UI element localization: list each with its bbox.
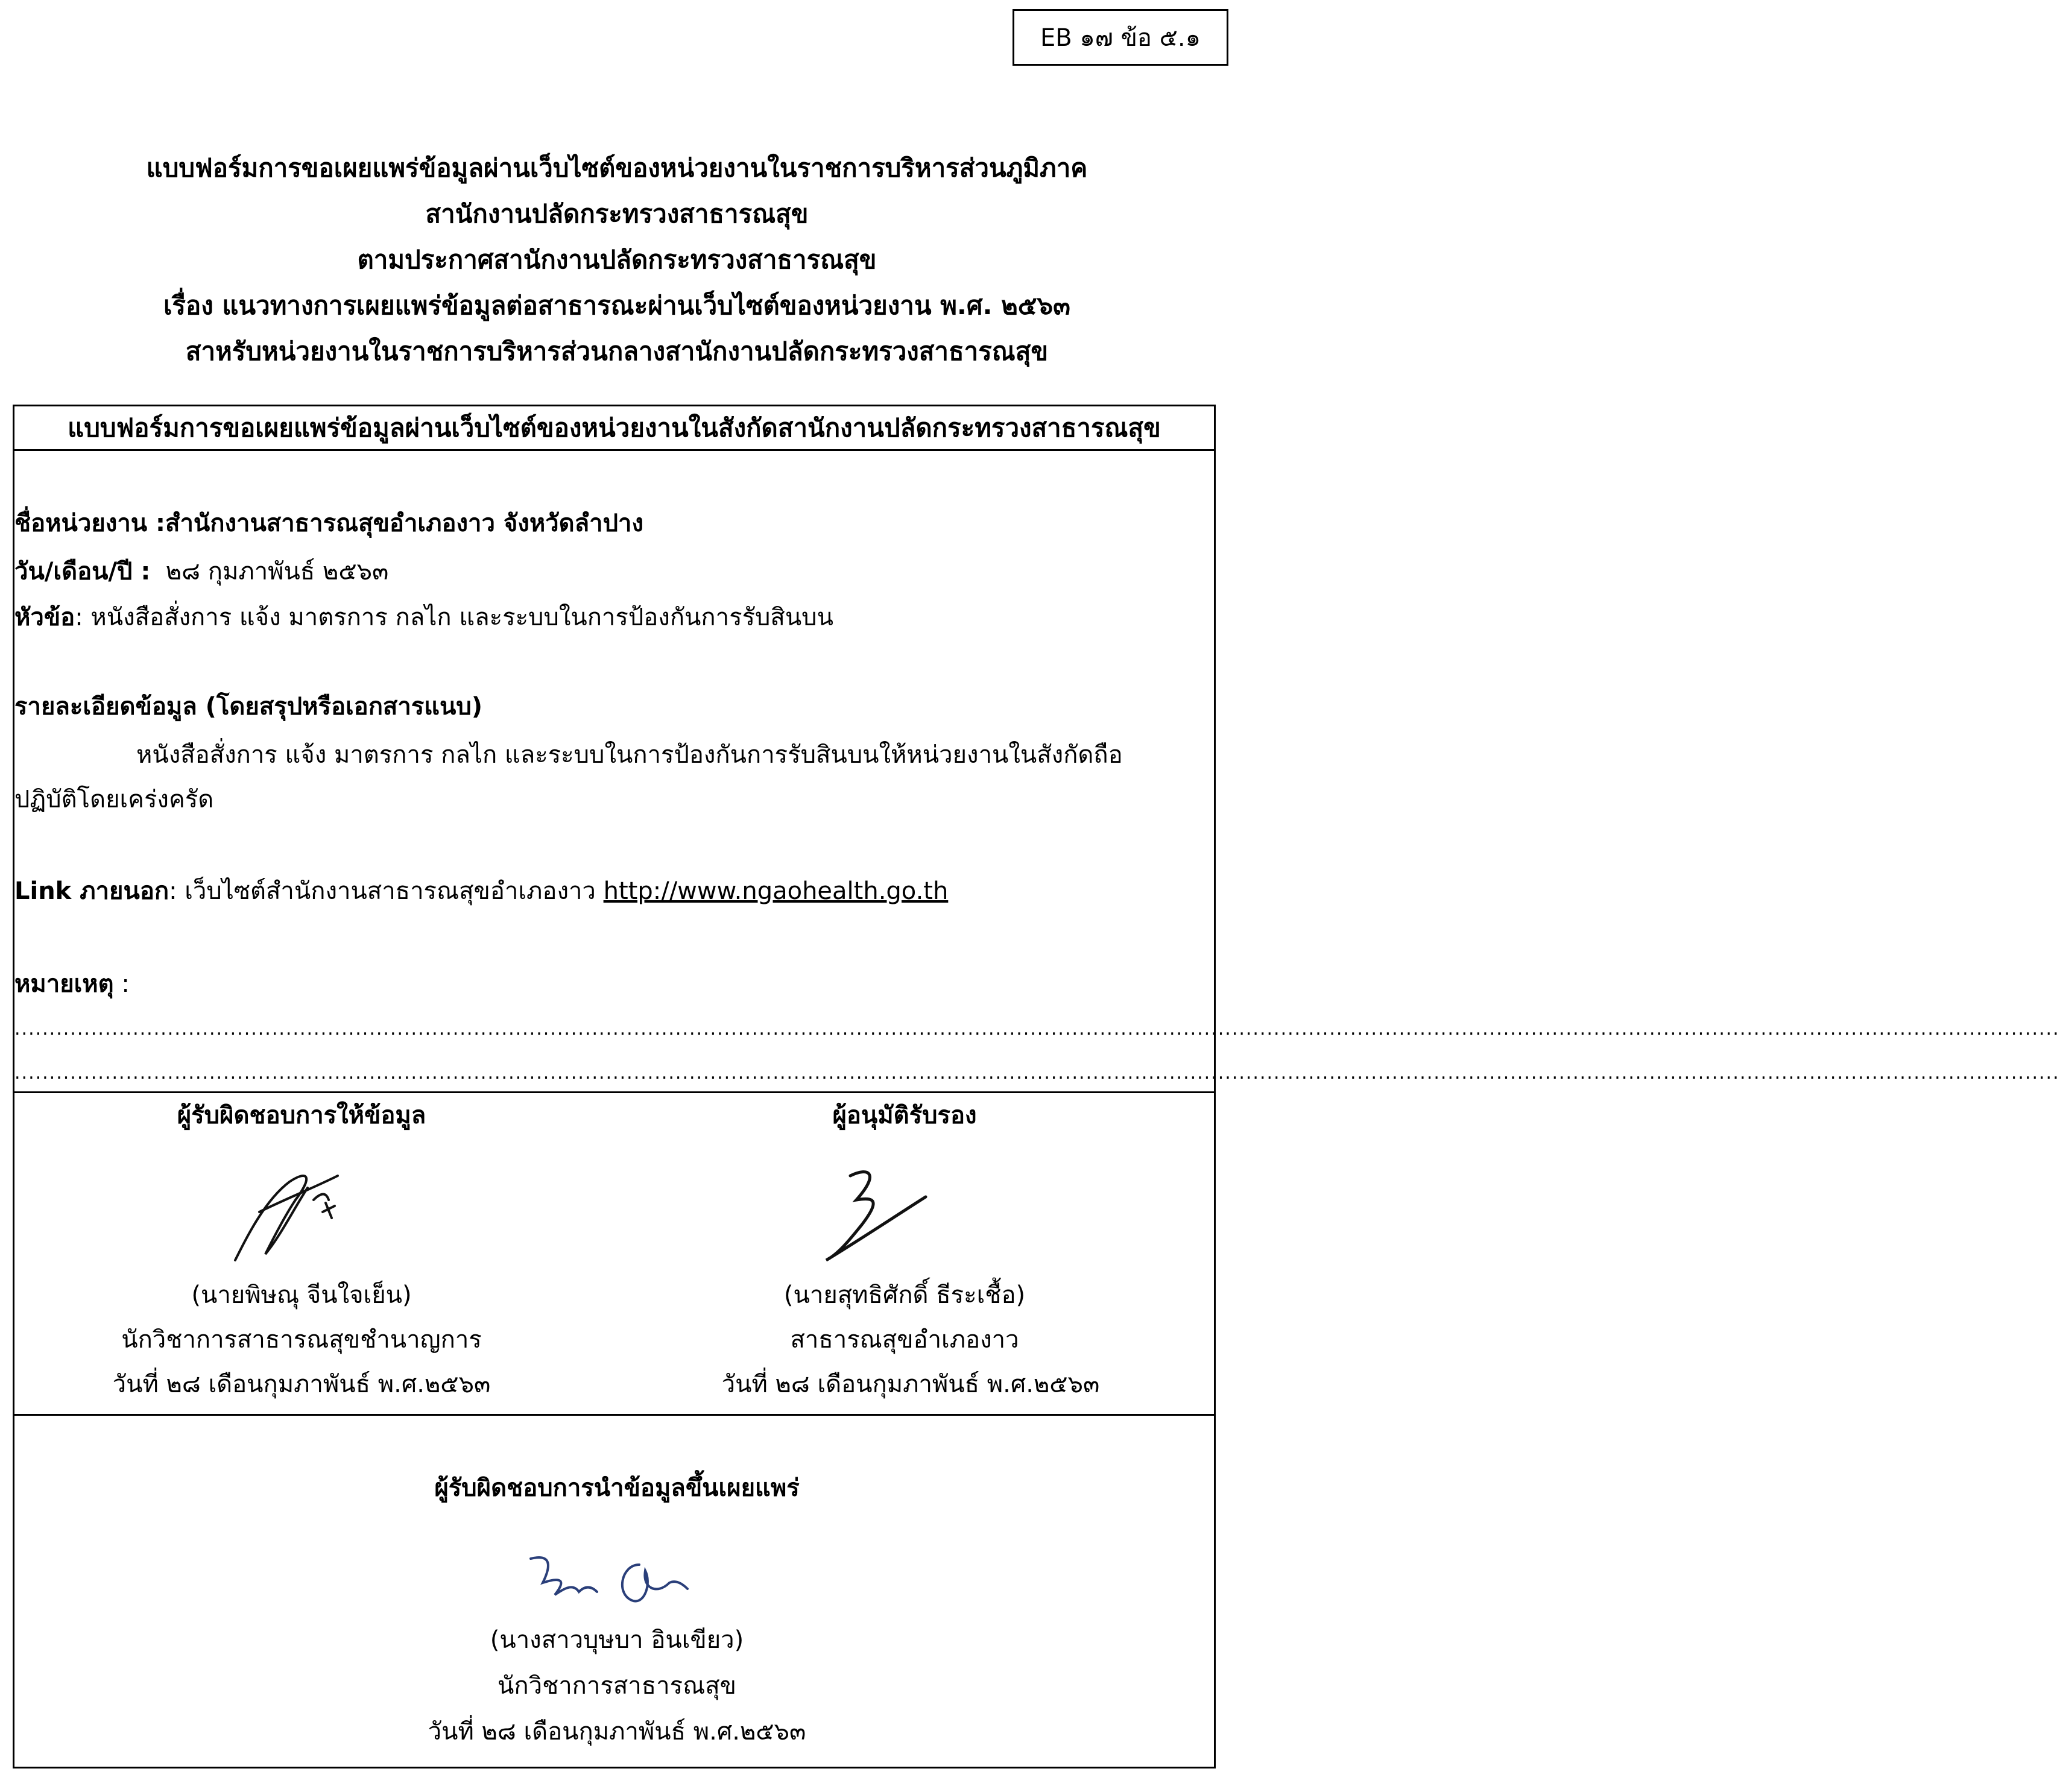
date-value: ๒๘ กุมภาพันธ์ ๒๕๖๓ (165, 558, 389, 585)
header-line-3: ตามประกาศสานักงานปลัดกระทรวงสาธารณสุข (357, 245, 877, 274)
publisher-name: (นางสาวบุษบา อินเขียว) (490, 1626, 744, 1654)
note-label: หมายเหตุ (14, 970, 114, 998)
header-line-5: สาหรับหน่วยงานในราชการบริหารส่วนกลางสานักงานปลัดกระทรวงสาธารณสุข (185, 336, 1049, 366)
approver-heading: ผู้อนุมัติรับรอง (832, 1102, 977, 1129)
approver-date: วันที่ ๒๘ เดือนกุมภาพันธ์ พ.ศ.๒๕๖๓ (721, 1371, 1100, 1398)
divider-details (13, 1091, 1216, 1093)
divider-title (13, 449, 1216, 451)
responsible-name: (นายพิษณุ จีนใจเย็น) (191, 1281, 412, 1309)
link-text: : เว็บไซต์สำนักงานสาธารณสุขอำเภองาว (169, 877, 596, 905)
publisher-signature-icon (519, 1547, 712, 1619)
date-label: วัน/เดือน/ปี : (14, 558, 151, 585)
subject-label: หัวข้อ (14, 604, 75, 631)
link-label: Link ภายนอก (14, 877, 169, 905)
header-line-4: เรื่อง แนวทางการเผยแพร่ข้อมูลต่อสาธารณะผ่านเว็บไซต์ของหน่วยงาน พ.ศ. ๒๕๖๓ (163, 291, 1070, 320)
subject-value: : หนังสือสั่งการ แจ้ง มาตรการ กลไก และระบบในการป้องกันการรับสินบน (75, 604, 833, 631)
subject-row (14, 605, 833, 629)
agency-value: สำนักงานสาธารณสุขอำเภองาว จังหวัดลำปาง (165, 510, 643, 537)
form-title: แบบฟอร์มการขอเผยแพร่ข้อมูลผ่านเว็บไซต์ของหน่วยงานในสังกัดสานักงานปลัดกระทรวงสาธารณสุข (68, 413, 1161, 443)
agency-row (14, 511, 643, 535)
header-line-2: สานักงานปลัดกระทรวงสาธารณสุข (425, 199, 809, 229)
note-dotted-line-1: ...................................................................................................................................................................................................................................................................................................... (14, 1018, 2060, 1040)
agency-label: ชื่อหน่วยงาน : (14, 510, 166, 537)
reference-code-box (1013, 9, 1228, 66)
responsible-position: นักวิชาการสาธารณสุขชำนาญการ (121, 1326, 482, 1354)
header-line-1: แบบฟอร์มการขอเผยแพร่ข้อมูลผ่านเว็บไซต์ของหน่วยงานในราชการบริหารส่วนภูมิภาค (146, 153, 1088, 183)
responsible-date: วันที่ ๒๘ เดือนกุมภาพันธ์ พ.ศ.๒๕๖๓ (112, 1371, 491, 1398)
approver-name: (นายสุทธิศักดิ์ ธีระเชื้อ) (783, 1281, 1026, 1309)
publisher-date: วันที่ ๒๘ เดือนกุมภาพันธ์ พ.ศ.๒๕๖๓ (428, 1718, 806, 1746)
note-row (14, 972, 130, 996)
link-row (14, 879, 948, 903)
publisher-heading: ผู้รับผิดชอบการนำข้อมูลขึ้นเผยแพร่ (434, 1474, 800, 1502)
external-link[interactable]: http://www.ngaohealth.go.th (603, 877, 949, 905)
publisher-position: นักวิชาการสาธารณสุข (498, 1672, 736, 1700)
note-dotted-line-2: ...................................................................................................................................................................................................................................................................................................... (14, 1062, 2060, 1084)
responsible-signature-icon (223, 1164, 356, 1266)
details-line-2: ปฏิบัติโดยเคร่งครัด (14, 786, 214, 813)
reference-code: EB ๑๗ ข้อ ๕.๑ (1040, 24, 1201, 52)
approver-signature-icon (814, 1164, 935, 1266)
responsible-heading: ผู้รับผิดชอบการให้ข้อมูล (177, 1102, 426, 1129)
details-line-1: หนังสือสั่งการ แจ้ง มาตรการ กลไก และระบบในการป้องกันการรับสินบนให้หน่วยงานในสังกัดถือ (136, 741, 1123, 769)
approver-position: สาธารณสุขอำเภองาว (790, 1326, 1019, 1354)
details-label: รายละเอียดข้อมูล (โดยสรุปหรือเอกสารแนบ) (14, 693, 483, 721)
divider-signatures (13, 1414, 1216, 1416)
date-row (14, 560, 388, 584)
note-colon: : (113, 970, 130, 998)
